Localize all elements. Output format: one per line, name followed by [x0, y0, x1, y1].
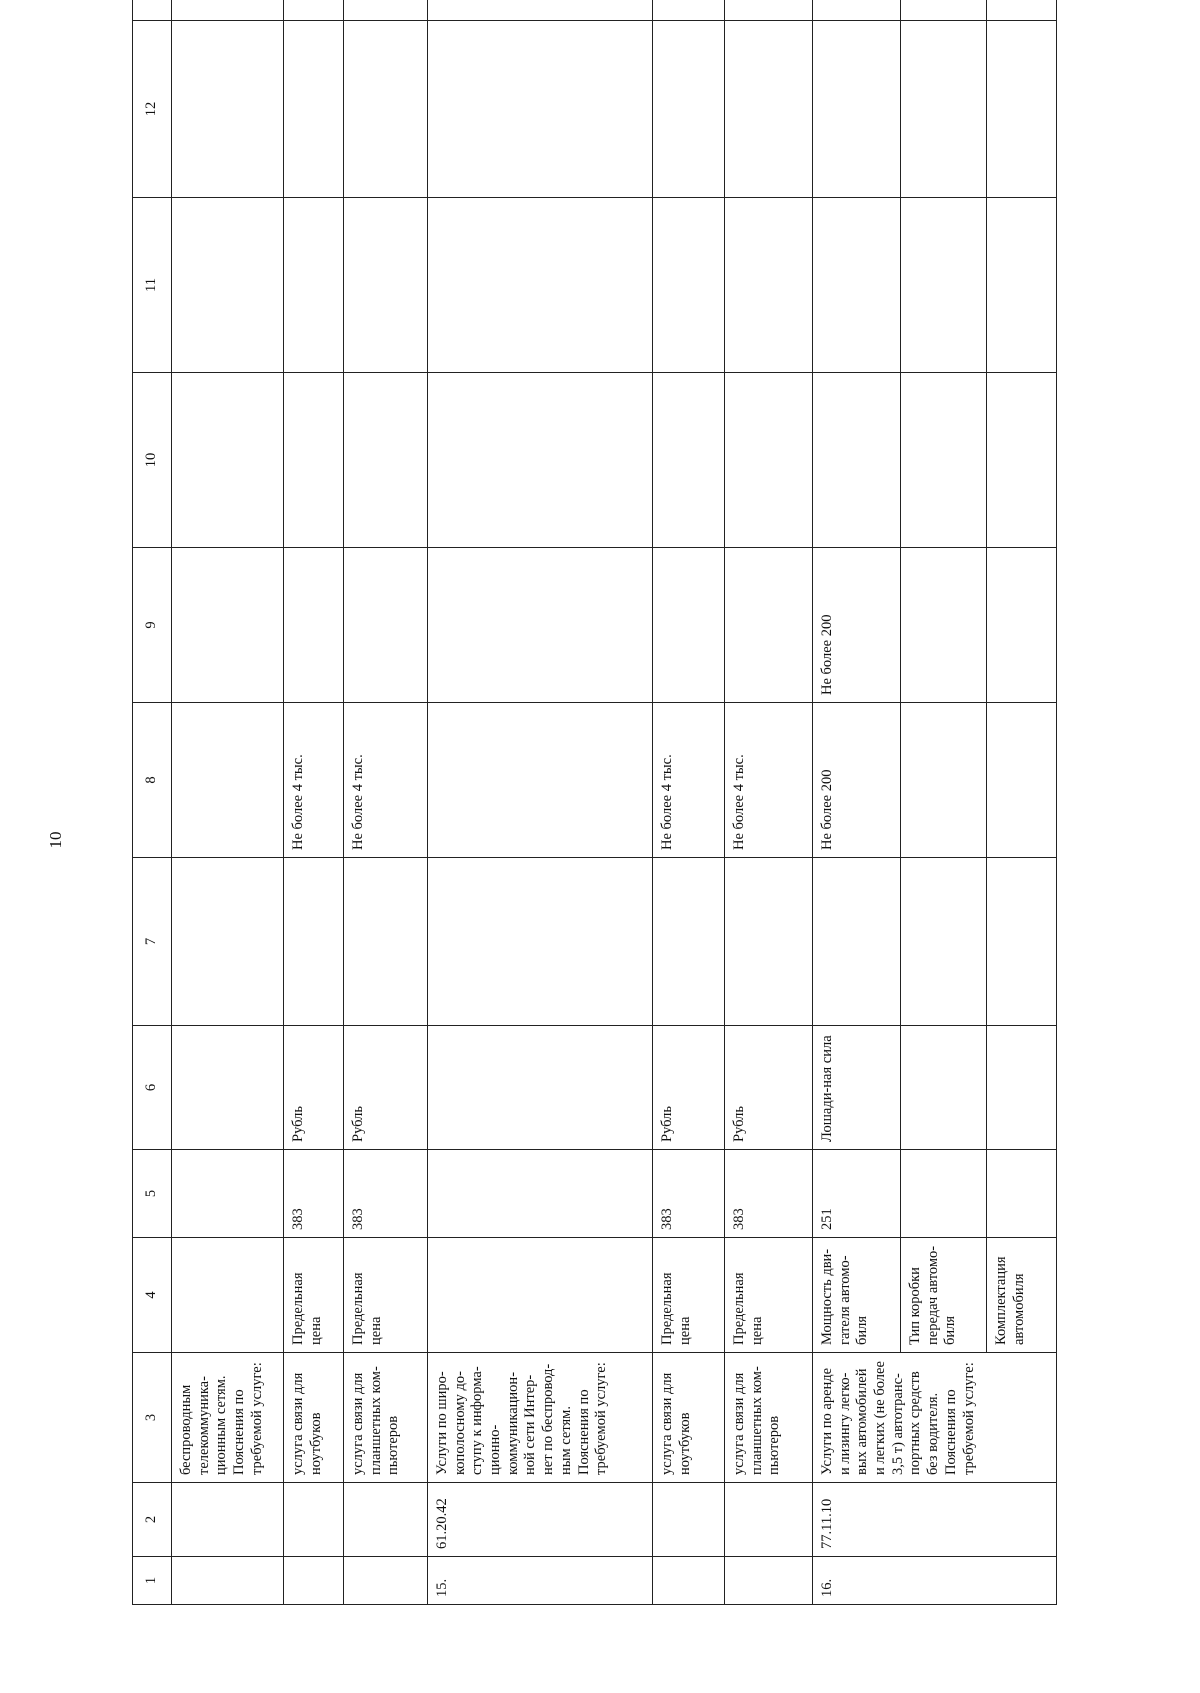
col8-cell: Не более 4 тыс.	[284, 703, 344, 858]
okei-cell: 383	[284, 1150, 344, 1238]
col7-cell	[653, 858, 725, 1026]
empty-cell	[428, 21, 653, 198]
num-cell: 15.	[428, 1557, 653, 1605]
col9-cell: Не более 200	[813, 548, 901, 703]
empty-cell	[901, 858, 987, 1026]
empty-cell	[901, 1026, 987, 1150]
table-row	[653, 0, 725, 1605]
code-cell	[344, 1483, 428, 1557]
col8-cell	[428, 703, 653, 858]
characteristic-cell: Предельная цена	[344, 1238, 428, 1353]
empty-cell	[813, 0, 901, 21]
rotated-table-sheet	[132, 75, 1142, 1605]
empty-cell	[901, 703, 987, 858]
table-row	[344, 0, 428, 1605]
service-name-cell: Услуги по широ-кополосному до-ступу к информа-ционно-коммуникацион-ной сети Интер-нет по беспровод-ным сетям. Пояснения по требуемой услуге:	[428, 1353, 653, 1483]
col9-cell	[344, 548, 428, 703]
characteristic-cell: Предельная цена	[284, 1238, 344, 1353]
header-cell: 2	[133, 1483, 172, 1557]
empty-cell	[172, 21, 284, 198]
num-cell	[172, 1557, 284, 1605]
characteristic-cell: Тип коробки передач автомо-биля	[901, 1238, 987, 1353]
table-header-row	[133, 0, 172, 1605]
col7-cell	[813, 858, 901, 1026]
empty-cell	[428, 373, 653, 548]
col7-cell	[344, 858, 428, 1026]
empty-cell	[428, 0, 653, 21]
characteristic-cell	[428, 1238, 653, 1353]
empty-cell	[813, 373, 901, 548]
empty-cell	[344, 373, 428, 548]
col7-cell	[172, 858, 284, 1026]
num-cell: 16.	[813, 1557, 1057, 1605]
empty-cell	[901, 1150, 987, 1238]
col9-cell	[653, 548, 725, 703]
empty-cell	[987, 0, 1057, 21]
code-cell: 61.20.42	[428, 1483, 653, 1557]
empty-cell	[344, 198, 428, 373]
num-cell	[344, 1557, 428, 1605]
code-cell	[725, 1483, 813, 1557]
header-cell: 3	[133, 1353, 172, 1483]
unit-cell: Лошади-ная сила	[813, 1026, 901, 1150]
characteristic-cell: Предельная цена	[725, 1238, 813, 1353]
header-cell: 10	[133, 373, 172, 548]
characteristic-cell: Предельная цена	[653, 1238, 725, 1353]
header-cell: 9	[133, 548, 172, 703]
empty-cell	[901, 548, 987, 703]
code-cell	[284, 1483, 344, 1557]
header-cell	[133, 0, 172, 21]
col8-cell	[172, 703, 284, 858]
characteristic-cell: Мощность дви-гателя автомо-биля	[813, 1238, 901, 1353]
service-name-cell: услуга связи для ноутбуков	[284, 1353, 344, 1483]
col7-cell	[284, 858, 344, 1026]
col9-cell	[172, 548, 284, 703]
empty-cell	[813, 21, 901, 198]
characteristic-cell: Комплектация автомобиля	[987, 1238, 1057, 1353]
okei-cell: 383	[725, 1150, 813, 1238]
empty-cell	[344, 0, 428, 21]
empty-cell	[987, 21, 1057, 198]
header-cell: 7	[133, 858, 172, 1026]
service-name-cell: Услуги по аренде и лизингу легко-вых автомобилей и легких (не более 3,5 т) автотранс-портных средств без водителя. Пояснения по требуемой услуге:	[813, 1353, 1057, 1483]
okei-cell: 251	[813, 1150, 901, 1238]
empty-cell	[725, 21, 813, 198]
table-row	[284, 0, 344, 1605]
okei-cell	[428, 1150, 653, 1238]
num-cell	[284, 1557, 344, 1605]
col8-cell: Не более 4 тыс.	[344, 703, 428, 858]
service-name-cell: услуга связи для планшетных ком-пьютеров	[344, 1353, 428, 1483]
num-cell	[653, 1557, 725, 1605]
empty-cell	[987, 703, 1057, 858]
header-cell: 4	[133, 1238, 172, 1353]
empty-cell	[901, 21, 987, 198]
empty-cell	[344, 21, 428, 198]
empty-cell	[653, 373, 725, 548]
num-cell	[725, 1557, 813, 1605]
empty-cell	[653, 198, 725, 373]
col8-cell: Не более 4 тыс.	[725, 703, 813, 858]
empty-cell	[987, 548, 1057, 703]
table-row	[172, 0, 284, 1605]
unit-cell	[172, 1026, 284, 1150]
okei-cell: 383	[653, 1150, 725, 1238]
empty-cell	[653, 21, 725, 198]
header-cell: 6	[133, 1026, 172, 1150]
empty-cell	[987, 198, 1057, 373]
requirements-table	[132, 0, 1057, 1605]
empty-cell	[284, 373, 344, 548]
header-cell: 8	[133, 703, 172, 858]
okei-cell	[172, 1150, 284, 1238]
empty-cell	[901, 198, 987, 373]
empty-cell	[725, 198, 813, 373]
empty-cell	[284, 21, 344, 198]
page-number: 10	[46, 831, 65, 849]
col7-cell	[428, 858, 653, 1026]
unit-cell: Рубль	[284, 1026, 344, 1150]
empty-cell	[428, 198, 653, 373]
characteristic-cell	[172, 1238, 284, 1353]
unit-cell	[428, 1026, 653, 1150]
col9-cell	[428, 548, 653, 703]
empty-cell	[901, 373, 987, 548]
col7-cell	[725, 858, 813, 1026]
code-cell	[172, 1483, 284, 1557]
table-row	[428, 0, 653, 1605]
empty-cell	[653, 0, 725, 21]
col8-cell: Не более 4 тыс.	[653, 703, 725, 858]
col9-cell	[284, 548, 344, 703]
unit-cell: Рубль	[653, 1026, 725, 1150]
col8-cell: Не более 200	[813, 703, 901, 858]
header-cell: 5	[133, 1150, 172, 1238]
empty-cell	[987, 1026, 1057, 1150]
empty-cell	[172, 198, 284, 373]
code-cell: 77.11.10	[813, 1483, 1057, 1557]
okei-cell: 383	[344, 1150, 428, 1238]
service-name-cell: услуга связи для планшетных ком-пьютеров	[725, 1353, 813, 1483]
empty-cell	[987, 858, 1057, 1026]
col9-cell	[725, 548, 813, 703]
header-cell: 12	[133, 21, 172, 198]
empty-cell	[284, 0, 344, 21]
empty-cell	[725, 0, 813, 21]
code-cell	[653, 1483, 725, 1557]
unit-cell: Рубль	[344, 1026, 428, 1150]
unit-cell: Рубль	[725, 1026, 813, 1150]
empty-cell	[172, 0, 284, 21]
table-row	[813, 0, 901, 1605]
table-row	[725, 0, 813, 1605]
service-name-cell: беспроводным телекоммуника-ционным сетям. Пояснения по требуемой услуге:	[172, 1353, 284, 1483]
empty-cell	[987, 373, 1057, 548]
empty-cell	[987, 1150, 1057, 1238]
service-name-cell: услуга связи для ноутбуков	[653, 1353, 725, 1483]
empty-cell	[172, 373, 284, 548]
header-cell: 1	[133, 1557, 172, 1605]
empty-cell	[901, 0, 987, 21]
empty-cell	[813, 198, 901, 373]
empty-cell	[725, 373, 813, 548]
empty-cell	[284, 198, 344, 373]
header-cell: 11	[133, 198, 172, 373]
